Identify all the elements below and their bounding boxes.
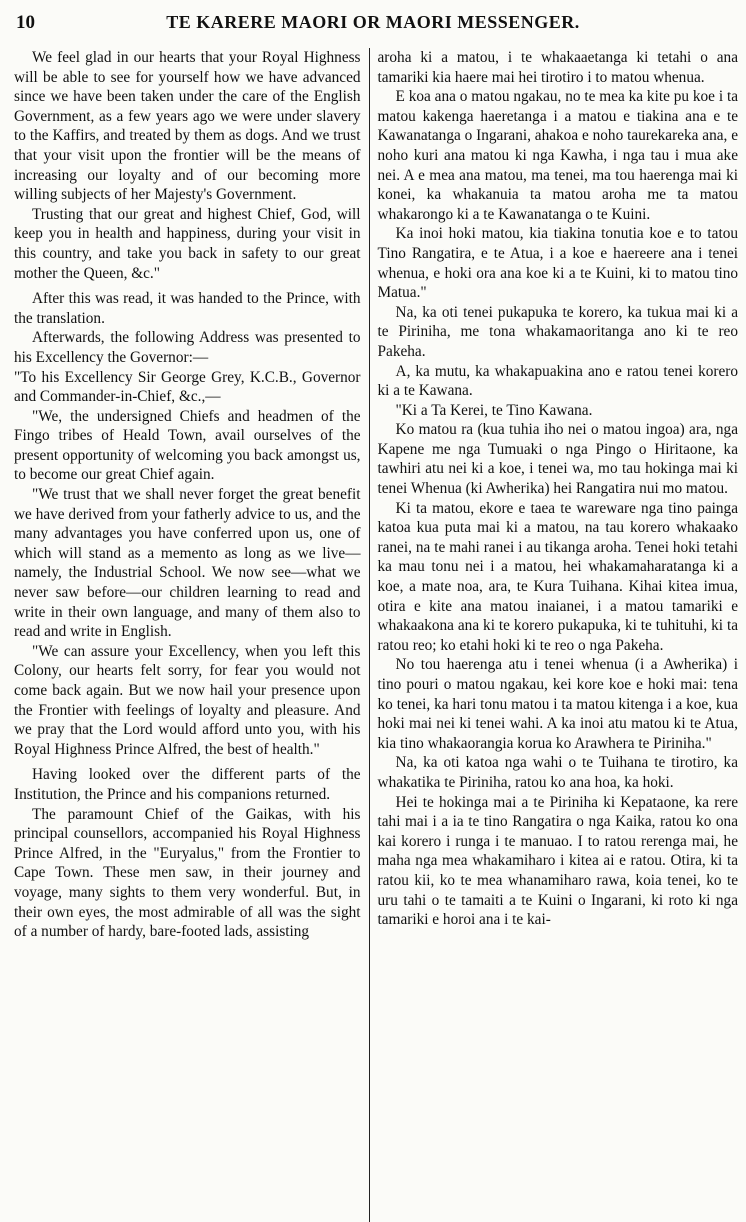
paragraph: Na, ka oti katoa nga wahi o te Tuihana te tirotiro, ka whakatika te Piriniha, ratou ko ana hoa, ka hoki. [377,754,738,791]
paragraph: Having looked over the different parts of the Institution, the Prince and his companions returned. [14,766,361,803]
english-column [14,48,369,1222]
maori-column [370,48,738,1222]
text-columns [14,48,738,1222]
paragraph: We feel glad in our hearts that your Royal Highness will be able to see for yourself how we have advanced since we have been taken under the care of the English Government, as a few years ago we were under slavery to the Kaffirs, and treated by them as dogs. And we trust that your visit upon the frontier will be the means of increasing our loyalty and of our becoming more willing subjects of her Majesty's Government. [14,49,361,204]
paragraph: "Ki a Ta Kerei, te Tino Kawana. [395,401,593,419]
paragraph: Na, ka oti tenei pukapuka te korero, ka tukua mai ki a te Piriniha, me tona whakamaoritanga ano ki te reo Pakeha. [377,303,738,360]
paragraph: "We, the undersigned Chiefs and headmen of the Fingo tribes of Heald Town, avail ourselves of the present opportunity of welcoming you back amongst us, to become our great Chief again. [14,407,361,484]
paragraph: "We trust that we shall never forget the great benefit we have derived from your fatherly advice to us, and the many advantages you have conferred upon us, one of which will stand as a memento as long as we live—namely, the Industrial School. We now see—what we never saw before—our children learning to read and write in their own language, and many of them also to read and write in English. [14,486,361,641]
paragraph: "We can assure your Excellency, when you left this Colony, our hearts felt sorry, for fear you would not come back again. But we now hail your presence upon the Frontier with feelings of loyalty and pleasure. And we pray that the Lord would afford unto you, with his Royal Highness Prince Alfred, the best of health." [14,642,361,758]
paragraph: Ki ta matou, ekore e taea te wareware nga tino painga katoa kua puta mai ki a matou, na tau korero whakaako ranei, na te mahi ranei i au tikanga aroha. Tenei hoki tetahi ka mau tonu nei i a matou, hei whakamaharatanga ki a koe, a mate noa, ara, te Kura Tuihana. Kihai kitea imua, otira e kite ana matou inaianei, i a matou tamariki e whakaakona ana ki te korero pukapuka, ki te tuhituhi, ki ta ratou reo; ko etahi hoki ki te reo o nga Pakeha. [377,499,738,654]
paragraph: After this was read, it was handed to the Prince, with the translation. [14,290,361,327]
address-heading: "To his Excellency Sir George Grey, K.C.B., Governor and Commander-in-Chief, &c.,— [14,368,361,406]
paragraph: A, ka mutu, ka whakapuakina ano e ratou tenei korero ki a te Kawana. [377,362,738,400]
paragraph: Trusting that our great and highest Chief, God, will keep you in health and happiness, during your visit in this country, and take you back in safety to our great mother the Queen, &c." [14,205,361,282]
running-title: TE KARERE MAORI OR MAORI MESSENGER. [166,12,580,32]
paragraph: No tou haerenga atu i tenei whenua (i a Awherika) i tino pouri o matou ngakau, kei kore koe e hoki mai: tena ko tenei, ka hari tonu matou i ta matou kitenga i a koe, kua hoki mai nei ki tenei wahi. A ka inoi atu matou ki te Atua, kia tino whakaorangia korua ko Arawhera te Piriniha." [377,656,738,752]
page-header [8,8,738,38]
paragraph: Afterwards, the following Address was presented to his Excellency the Governor:— [14,329,361,366]
paragraph: aroha ki a matou, i te whakaaetanga ki tetahi o ana tamariki kia haere mai hei tirotiro i to matou whenua. [377,49,738,86]
paragraph: Ko matou ra (kua tuhia iho nei o matou ingoa) ara, nga Kapene me nga Tumuaki o nga Pingo o Hiritaone, ka tawhiri atu nei ki a koe, i tenei wa, mo tau hokinga mai ki tenei Whenua (ki Awherika) hei Rangatira nui mo matou. [377,421,738,498]
paragraph: E koa ana o matou ngakau, no te mea ka kite pu koe i ta matou kakenga haeretanga i a matou e tiakina ana e te Kawanatanga o Ingarani, ahakoa e noho taurekareka ana, e noho kuri ana matou ki nga Kawha, i nga tau i mua ake nei. A e mea ana matou, ma tenei, ma tou haerenga mai ki konei, ka whakanuia ta matou aroha me ta matou whakarongo ki a te Kawanatanga o te Kuini. [377,88,738,223]
paragraph: Hei te hokinga mai a te Piriniha ki Kepataone, ka rere tahi mai i a ia te tino Rangatira o nga Kaika, ratou ko ona kai korero i runga i te manuao. I to ratou rerenga mai, he maha nga mea whakamiharo i kitea ai e ratou. Otira, ki ta ratou kii, ko te mea whanamiharo rawa, koia tenei, ko te uru tahi o te tamaiti a te Kuini o Ingarani, ki roto ki nga tamariki e horoi ana i te kai- [377,793,738,929]
paragraph: The paramount Chief of the Gaikas, with his principal counsellors, accompanied his Royal Highness Prince Alfred, in the "Euryalus," from the Frontier to Cape Town. These men saw, in their journey and voyage, many sights to them very wonderful. But, in their own eyes, the most admirable of all was the sight of a number of hardy, bare-footed lads, assisting [14,805,361,941]
paragraph: Ka inoi hoki matou, kia tiakina tonutia koe e to tatou Tino Rangatira, e te Atua, i a koe e haereere ana i tenei whenua, e hoki ora ana koe ki a te Kuini, ki to matou tino Matua." [377,225,738,302]
page-number: 10 [16,12,35,33]
